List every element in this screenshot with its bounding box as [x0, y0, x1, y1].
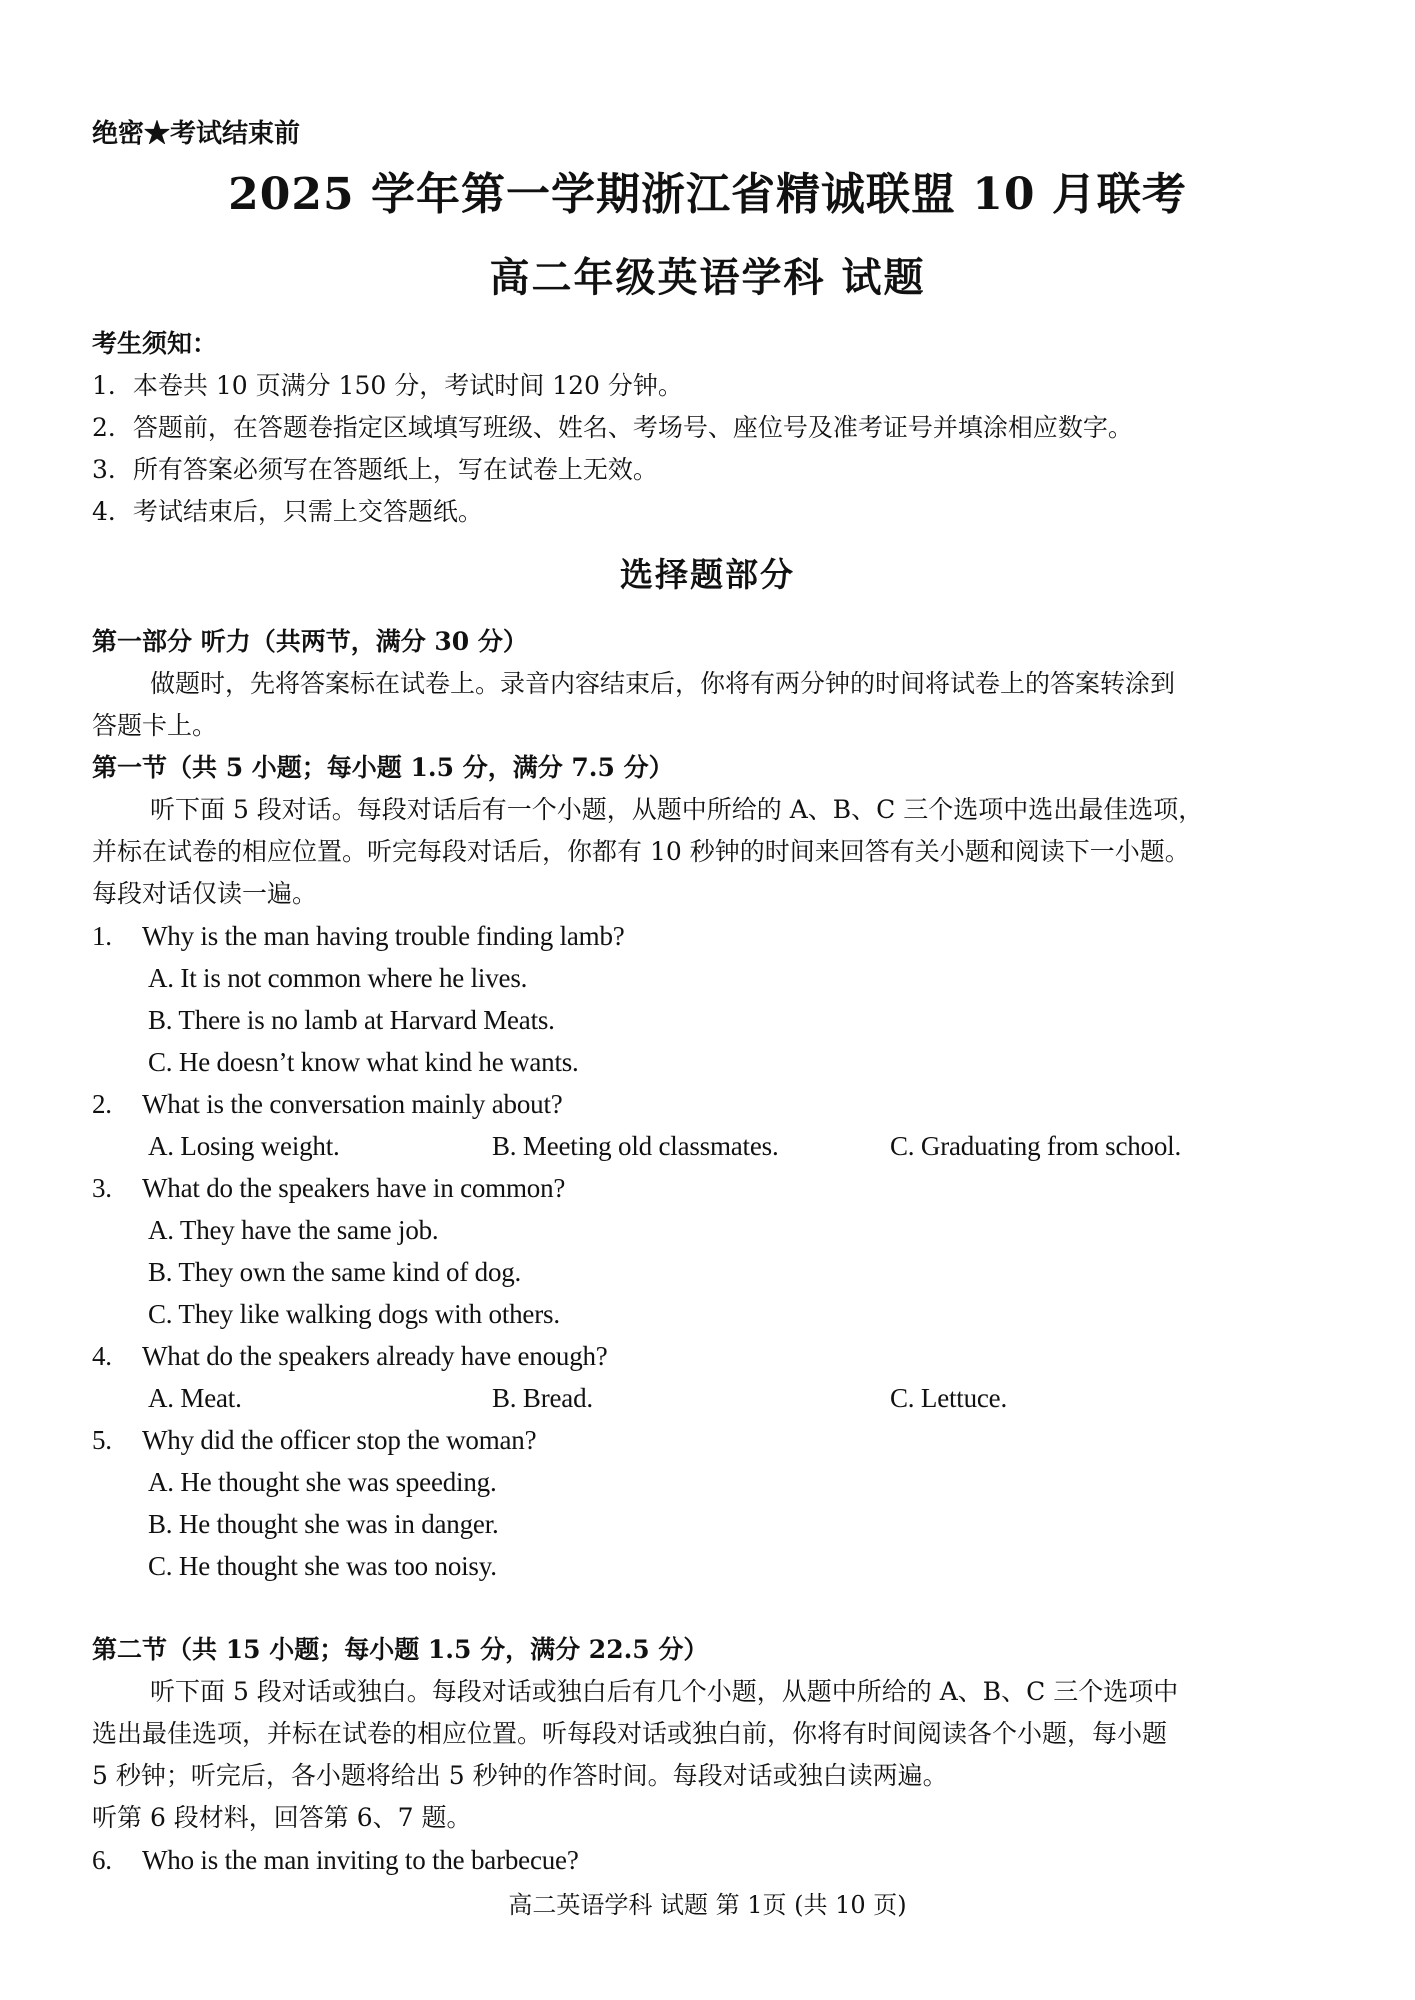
question-text: Why is the man having trouble finding lamb?: [142, 921, 625, 951]
q1-option-a: A. It is not common where he lives.: [148, 963, 528, 993]
q1-option-c: C. He doesn’t know what kind he wants.: [148, 1047, 579, 1077]
sec2-instruction-line-3: 5 秒钟；听完后，各小题将给出 5 秒钟的作答时间。每段对话或独白读两遍。: [92, 1761, 948, 1790]
q4-option-b: B. Bread.: [492, 1383, 593, 1413]
q3-option-c: C. They like walking dogs with others.: [148, 1299, 560, 1329]
question-1: [0, 918, 1415, 954]
question-number: 3.: [92, 1173, 112, 1203]
q5-option-c: C. He thought she was too noisy.: [148, 1551, 497, 1581]
sec1-instruction-line-2: 并标在试卷的相应位置。听完每段对话后，你都有 10 秒钟的时间来回答有关小题和阅读下一小题。: [92, 837, 1190, 866]
q1-option-b: B. There is no lamb at Harvard Meats.: [148, 1005, 555, 1035]
question-text: What do the speakers already have enough?: [142, 1341, 608, 1371]
sec1-heading: 第一节（共 5 小题；每小题 1.5 分，满分 7.5 分）: [92, 753, 674, 782]
q2-option-c: C. Graduating from school.: [890, 1131, 1181, 1161]
question-6: [0, 1842, 1415, 1878]
question-3: [0, 1170, 1415, 1206]
q5-option-a: A. He thought she was speeding.: [148, 1467, 497, 1497]
sec1-instruction-line-3: 每段对话仅读一遍。: [92, 879, 318, 908]
question-number: 6.: [92, 1845, 112, 1875]
question-text: What do the speakers have in common?: [142, 1173, 566, 1203]
part1-heading: 第一部分 听力（共两节，满分 30 分）: [92, 627, 528, 656]
q2-option-a: A. Losing weight.: [148, 1131, 340, 1161]
part1-instruction-line-1: 做题时，先将答案标在试卷上。录音内容结束后，你将有两分钟的时间将试卷上的答案转涂到: [150, 669, 1176, 698]
q3-option-b: B. They own the same kind of dog.: [148, 1257, 522, 1287]
question-text: Why did the officer stop the woman?: [142, 1425, 537, 1455]
question-text: Who is the man inviting to the barbecue?: [142, 1845, 579, 1875]
sec2-instruction-line-1: 听下面 5 段对话或独白。每段对话或独白后有几个小题，从题中所给的 A、B、C 三个选项中: [150, 1677, 1179, 1706]
sec1-instruction-line-1: 听下面 5 段对话。每段对话后有一个小题，从题中所给的 A、B、C 三个选项中选出最佳选项，: [150, 795, 1204, 824]
sec2-instruction-line-2: 选出最佳选项，并标在试卷的相应位置。听每段对话或独白前，你将有时间阅读各个小题，每小题: [92, 1719, 1168, 1748]
question-number: 4.: [92, 1341, 112, 1371]
confidential-label: 绝密★考试结束前: [92, 119, 301, 149]
section-title: 选择题部分: [620, 555, 795, 594]
q3-option-a: A. They have the same job.: [148, 1215, 439, 1245]
q2-option-b: B. Meeting old classmates.: [492, 1131, 779, 1161]
question-number: 5.: [92, 1425, 112, 1455]
part1-instruction-line-2: 答题卡上。: [92, 711, 218, 740]
question-number: 2.: [92, 1089, 112, 1119]
question-text: What is the conversation mainly about?: [142, 1089, 563, 1119]
q4-option-a: A. Meat.: [148, 1383, 242, 1413]
page-footer: 高二英语学科 试题 第 1页 (共 10 页): [508, 1891, 907, 1919]
sec2-heading: 第二节（共 15 小题；每小题 1.5 分，满分 22.5 分）: [92, 1635, 709, 1664]
question-5: [0, 1422, 1415, 1458]
exam-title: 2025 学年第一学期浙江省精诚联盟 10 月联考: [228, 169, 1187, 220]
question-4: [0, 1338, 1415, 1374]
question-2: [0, 1086, 1415, 1122]
notice-item-2: 2．答题前，在答题卷指定区域填写班级、姓名、考场号、座位号及准考证号并填涂相应数字。: [92, 413, 1133, 442]
notice-heading: 考生须知：: [92, 329, 218, 358]
material-6-instruction: 听第 6 段材料，回答第 6、7 题。: [92, 1803, 472, 1832]
q5-option-b: B. He thought she was in danger.: [148, 1509, 499, 1539]
question-number: 1.: [92, 921, 112, 951]
exam-subtitle: 高二年级英语学科 试题: [489, 254, 926, 301]
notice-item-4: 4．考试结束后，只需上交答题纸。: [92, 497, 483, 526]
notice-item-3: 3．所有答案必须写在答题纸上，写在试卷上无效。: [92, 455, 658, 484]
notice-item-1: 1．本卷共 10 页满分 150 分，考试时间 120 分钟。: [92, 371, 683, 400]
q4-option-c: C. Lettuce.: [890, 1383, 1008, 1413]
